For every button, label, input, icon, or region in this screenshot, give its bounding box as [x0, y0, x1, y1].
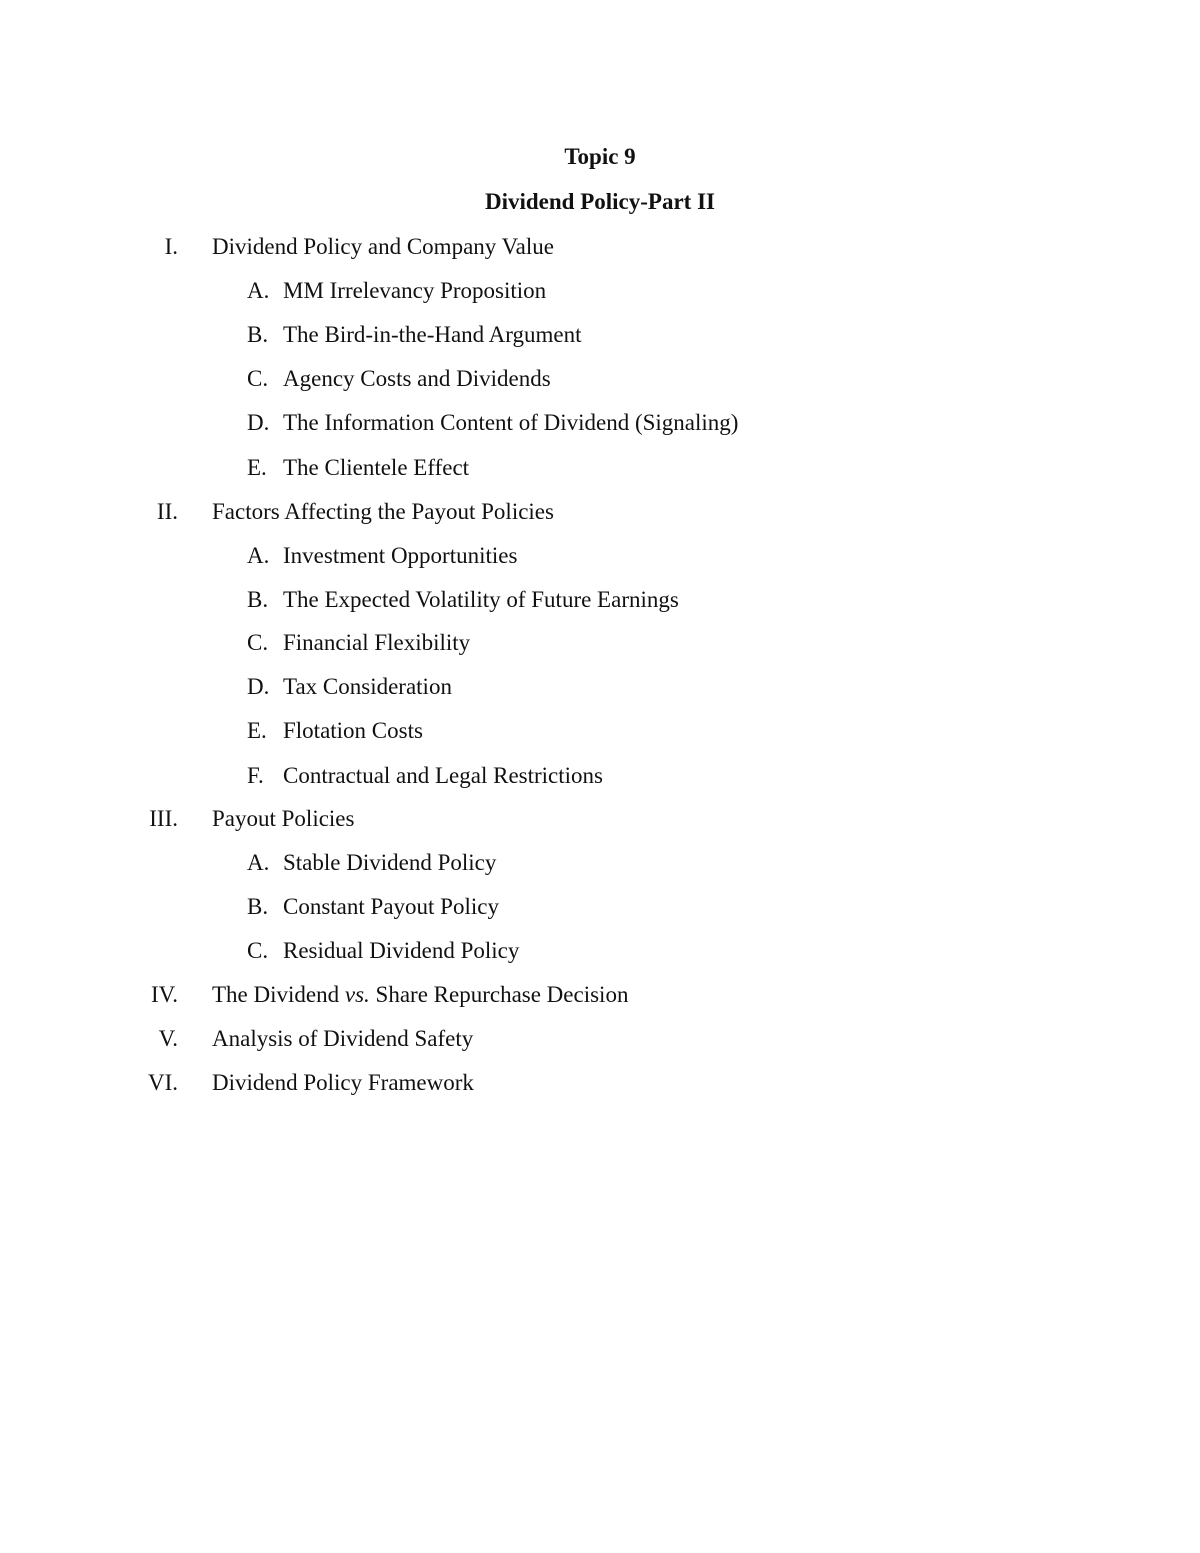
section-title — [212, 980, 628, 1010]
outline-item — [0, 892, 1200, 922]
outline-section-4 — [0, 980, 1200, 1010]
section-title-italic: vs. — [344, 982, 370, 1007]
item-text: Investment Opportunities — [283, 543, 518, 568]
section-title: Dividend Policy Framework — [212, 1070, 474, 1095]
outline-section-3 — [0, 804, 1200, 834]
item-letter: C. — [247, 938, 269, 963]
outline-section-6 — [0, 1068, 1200, 1098]
item-letter: A. — [247, 278, 270, 303]
outline-item — [0, 936, 1200, 966]
item-letter: A. — [247, 543, 270, 568]
item-text: Tax Consideration — [283, 674, 452, 699]
item-text: Contractual and Legal Restrictions — [283, 763, 603, 788]
item-letter: E. — [247, 718, 267, 743]
item-text: Stable Dividend Policy — [283, 850, 497, 875]
item-text: Agency Costs and Dividends — [283, 366, 551, 391]
outline-section-1 — [0, 232, 1200, 262]
item-letter: A. — [247, 850, 270, 875]
item-letter: B. — [247, 587, 269, 612]
outline-item — [0, 848, 1200, 878]
outline-item — [0, 541, 1200, 571]
item-letter: B. — [247, 322, 269, 347]
section-title: Payout Policies — [212, 806, 355, 831]
item-text: The Clientele Effect — [283, 455, 470, 480]
outline-section-2 — [0, 497, 1200, 527]
section-numeral: IV. — [150, 982, 178, 1007]
item-text: The Bird-in-the-Hand Argument — [283, 322, 582, 347]
outline-item — [0, 320, 1200, 350]
item-letter: E. — [247, 455, 267, 480]
section-title-part: Share Repurchase Decision — [369, 982, 629, 1007]
outline-item — [0, 364, 1200, 394]
item-text: The Information Content of Dividend (Signaling) — [283, 410, 739, 435]
item-text: The Expected Volatility of Future Earnings — [283, 587, 679, 612]
outline-item — [0, 672, 1200, 702]
item-letter: B. — [247, 894, 269, 919]
outline-item — [0, 453, 1200, 483]
section-title: Factors Affecting the Payout Policies — [212, 499, 554, 524]
item-text: Flotation Costs — [283, 718, 423, 743]
item-text: MM Irrelevancy Proposition — [283, 278, 547, 303]
document-title: Dividend Policy-Part II — [485, 189, 715, 214]
item-text: Constant Payout Policy — [283, 894, 499, 919]
outline-item — [0, 585, 1200, 615]
section-numeral: III. — [149, 806, 178, 831]
outline-item — [0, 628, 1200, 658]
section-title-part: The Dividend — [212, 982, 345, 1007]
outline-item — [0, 716, 1200, 746]
topic-heading: Topic 9 — [564, 144, 636, 169]
outline-item — [0, 276, 1200, 306]
section-numeral: VI. — [147, 1070, 178, 1095]
item-letter: C. — [247, 366, 269, 391]
outline-item — [0, 408, 1200, 438]
item-text: Residual Dividend Policy — [283, 938, 520, 963]
item-letter: C. — [247, 630, 269, 655]
section-numeral: II. — [156, 499, 178, 524]
outline-item — [0, 761, 1200, 791]
section-numeral: I. — [164, 234, 178, 259]
section-title: Analysis of Dividend Safety — [212, 1026, 474, 1051]
item-letter: D. — [247, 674, 270, 699]
item-text: Financial Flexibility — [283, 630, 471, 655]
item-letter: D. — [247, 410, 270, 435]
item-letter: F. — [247, 763, 264, 788]
outline-section-5 — [0, 1024, 1200, 1054]
section-title: Dividend Policy and Company Value — [212, 234, 554, 259]
section-numeral: V. — [158, 1026, 178, 1051]
